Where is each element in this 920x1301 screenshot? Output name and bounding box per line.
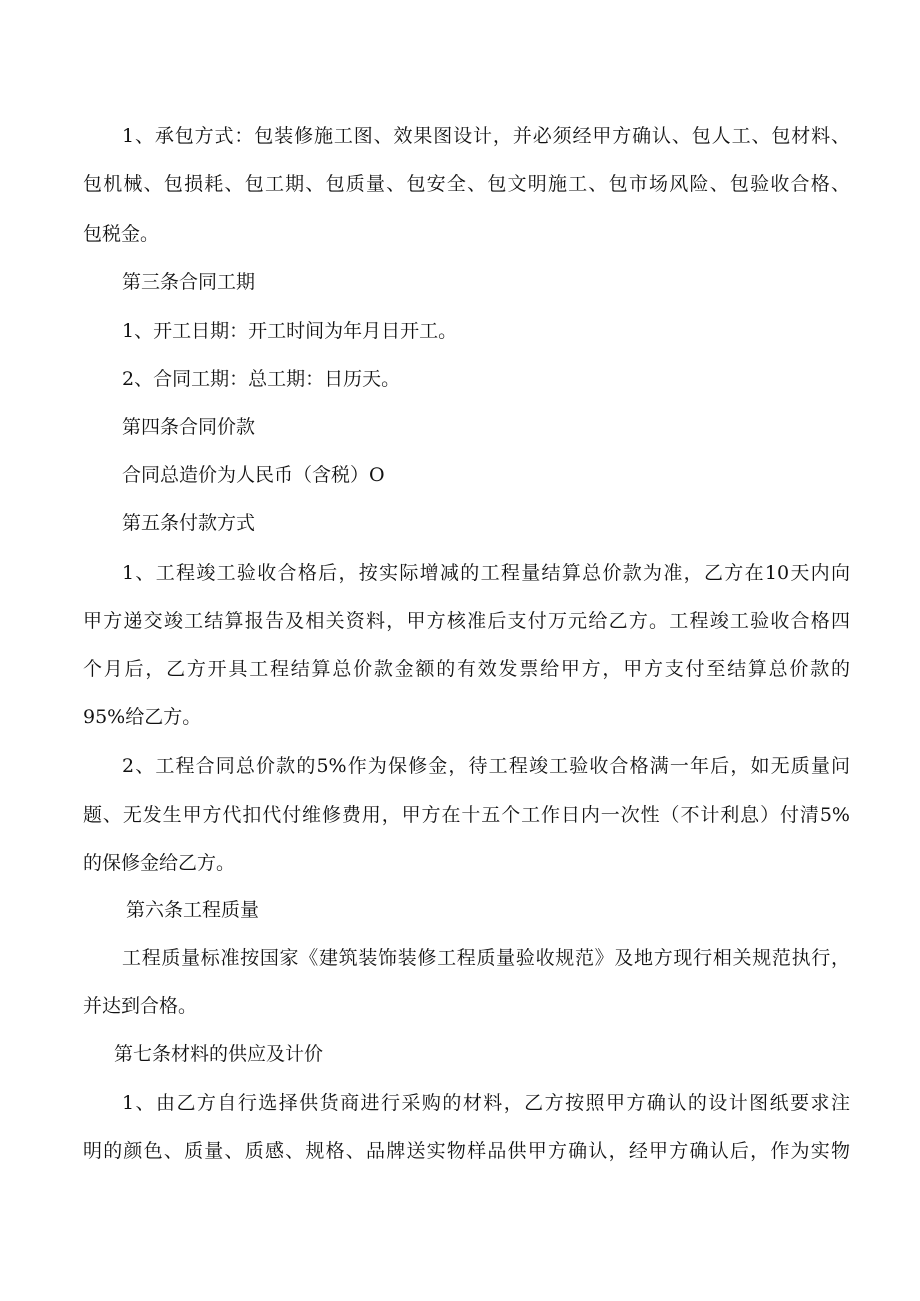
section-heading: 第四条合同价款 bbox=[122, 416, 256, 438]
section-heading: 第七条材料的供应及计价 bbox=[114, 1043, 324, 1065]
text-line: 明的颜色、质量、质感、规格、品牌送实物样品供甲方确认，经甲方确认后，作为实物 bbox=[83, 1140, 850, 1162]
section-heading: 第三条合同工期 bbox=[122, 271, 256, 293]
text-line: 1、承包方式：包装修施工图、效果图设计，并必须经甲方确认、包人工、包材料、 bbox=[122, 125, 850, 147]
text-line: 题、无发生甲方代扣代付维修费用，甲方在十五个工作日内一次性（不计利息）付清5% bbox=[83, 804, 850, 826]
section-heading: 第五条付款方式 bbox=[122, 512, 256, 534]
text-line: 2、合同工期：总工期：日历天。 bbox=[122, 368, 401, 390]
text-line: 个月后，乙方开具工程结算总价款金额的有效发票给甲方，甲方支付至结算总价款的 bbox=[83, 658, 850, 680]
text-line: 2、工程合同总价款的5%作为保修金，待工程竣工验收合格满一年后，如无质量问 bbox=[122, 755, 850, 777]
text-line: 甲方递交竣工结算报告及相关资料，甲方核准后支付万元给乙方。工程竣工验收合格四 bbox=[83, 610, 850, 632]
text-line: 1、由乙方自行选择供货商进行采购的材料，乙方按照甲方确认的设计图纸要求注 bbox=[122, 1092, 850, 1114]
text-line: 的保修金给乙方。 bbox=[83, 852, 236, 874]
text-line: 1、开工日期：开工时间为年月日开工。 bbox=[122, 320, 458, 342]
text-line: 包税金。 bbox=[83, 223, 160, 245]
text-line: 包机械、包损耗、包工期、包质量、包安全、包文明施工、包市场风险、包验收合格、 bbox=[83, 173, 850, 195]
text-line: 合同总造价为人民币（含税）O bbox=[122, 464, 385, 486]
text-line: 并达到合格。 bbox=[83, 995, 198, 1017]
text-line: 1、工程竣工验收合格后，按实际增减的工程量结算总价款为准，乙方在10天内向 bbox=[122, 562, 850, 584]
text-line: 工程质量标准按国家《建筑装饰装修工程质量验收规范》及地方现行相关规范执行， bbox=[122, 947, 850, 969]
text-line: 95%给乙方。 bbox=[83, 706, 202, 728]
section-heading: 第六条工程质量 bbox=[126, 899, 260, 921]
